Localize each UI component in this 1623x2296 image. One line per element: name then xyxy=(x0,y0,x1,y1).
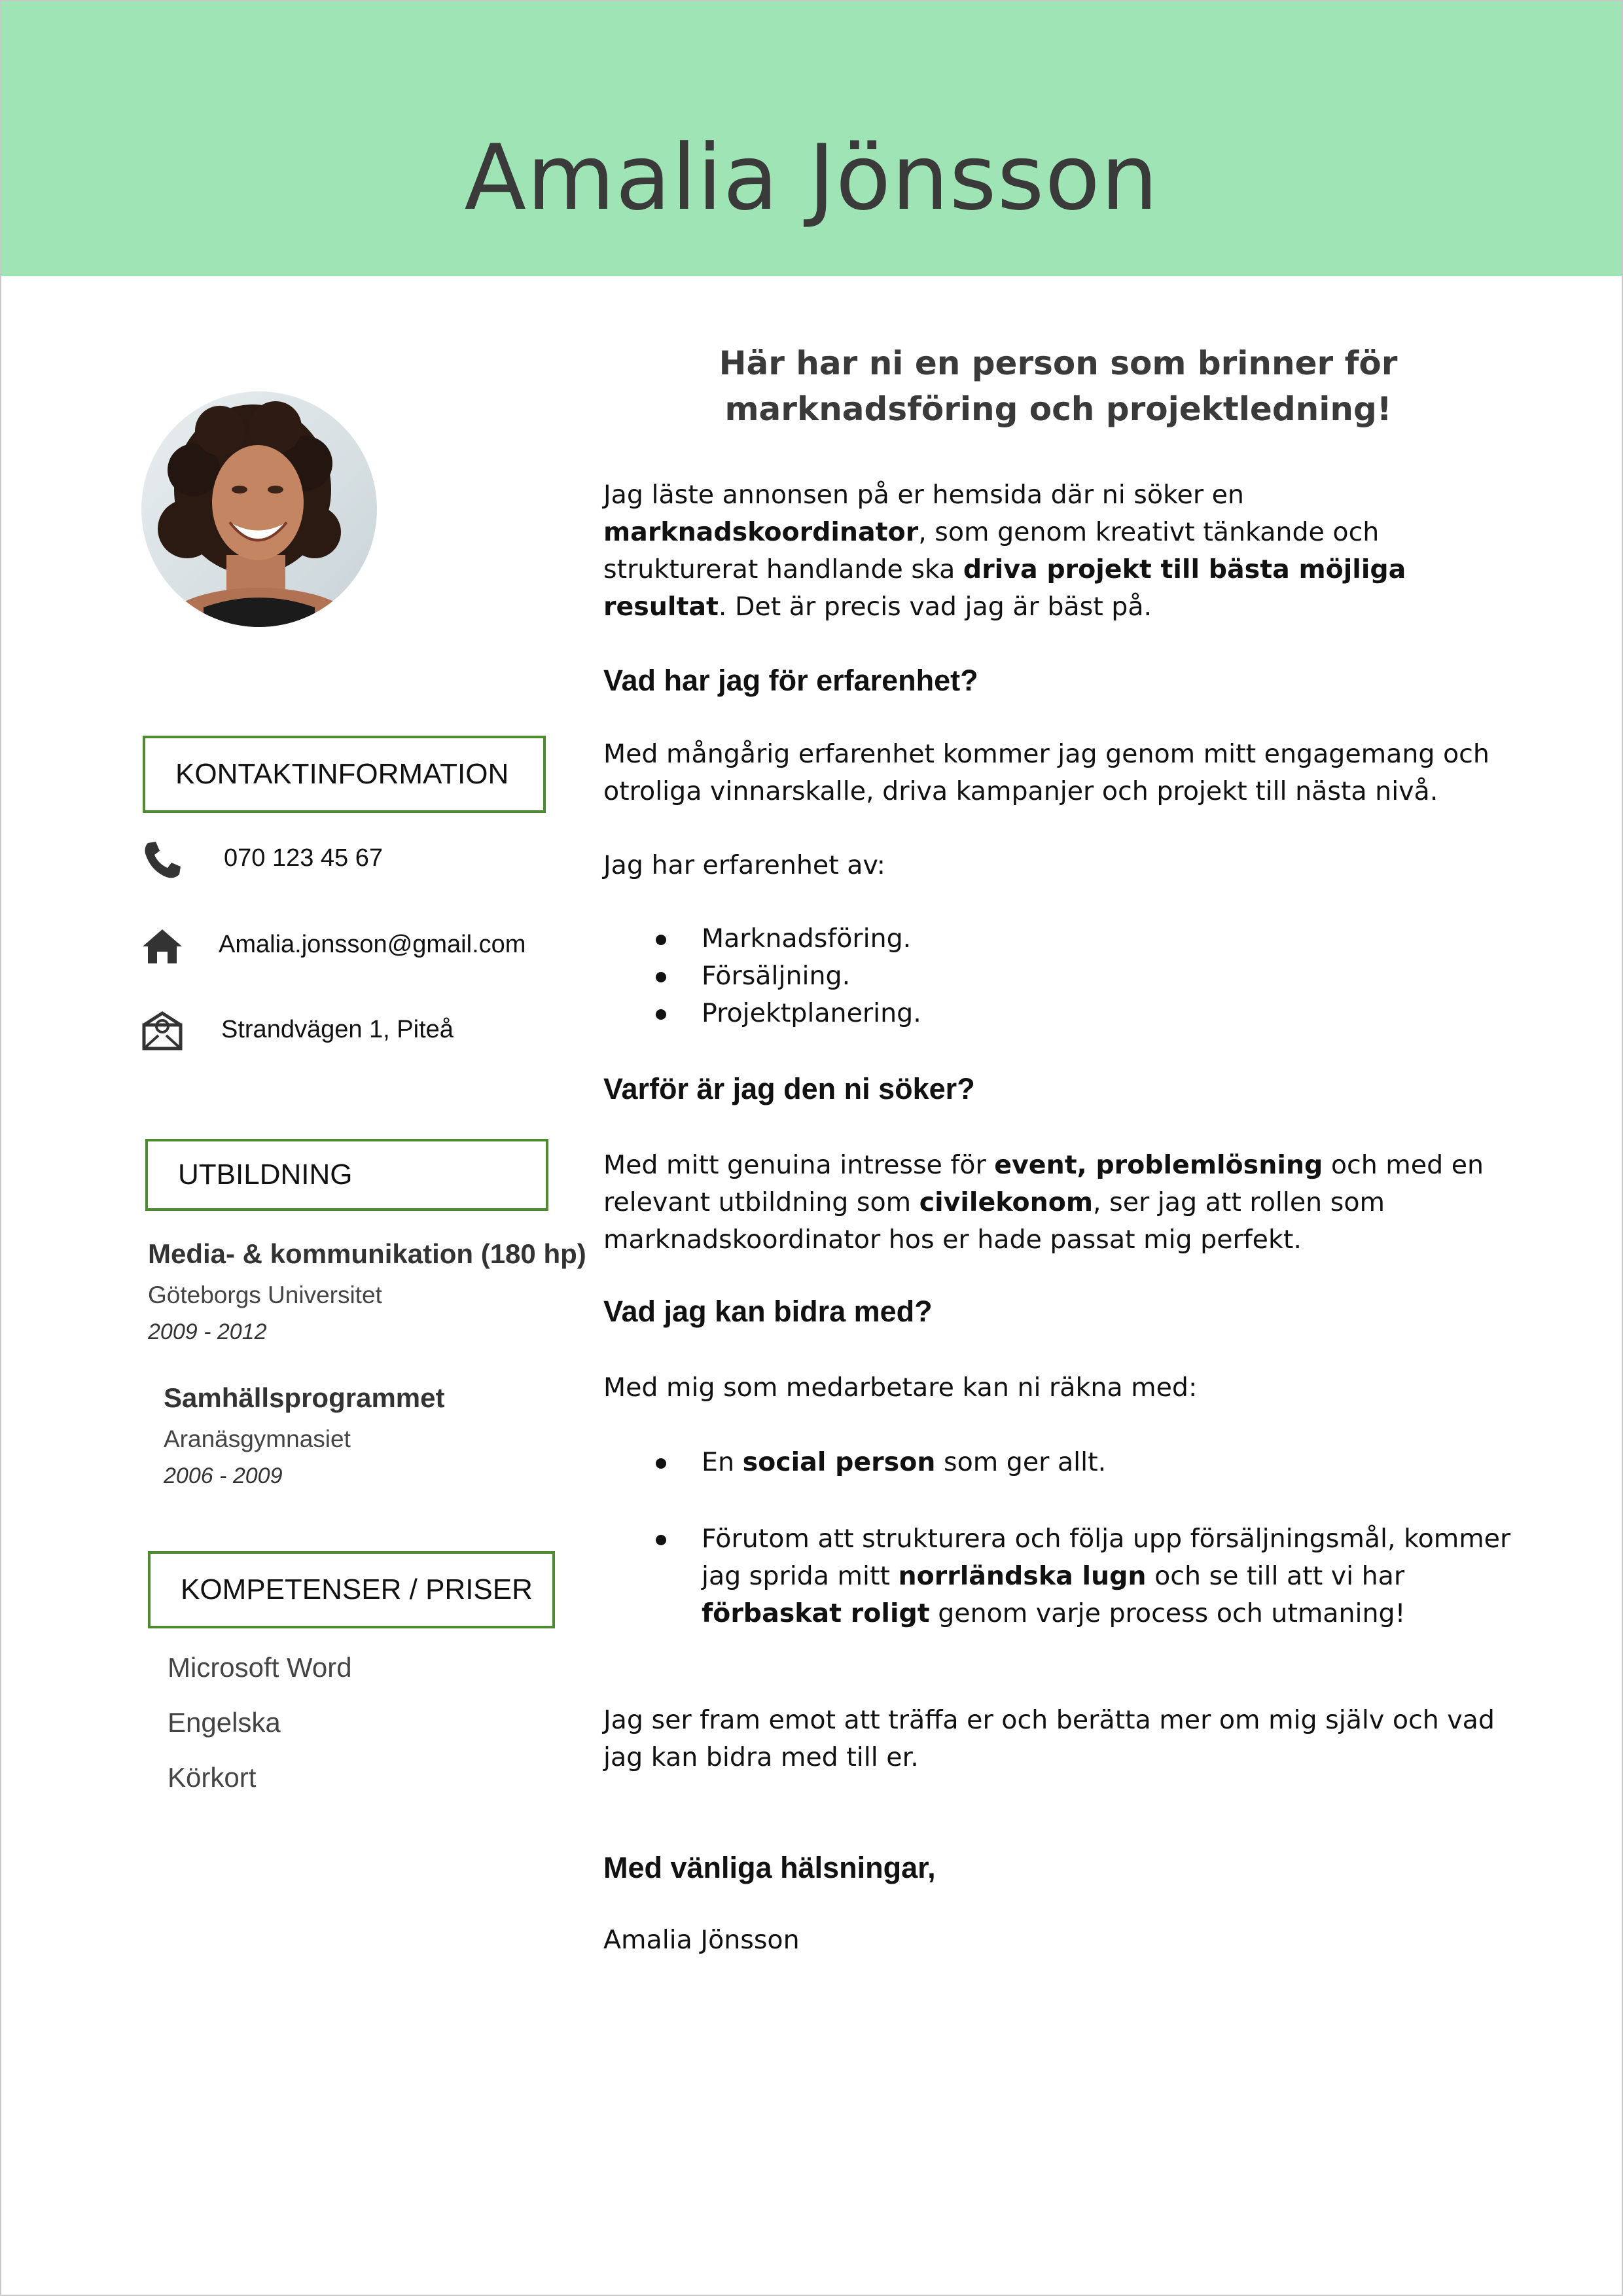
experience-lead: Jag har erfarenhet av: xyxy=(603,850,885,880)
education-years: 2006 - 2009 xyxy=(164,1463,283,1488)
education-title: Media- & kommunikation (180 hp) xyxy=(148,1238,586,1269)
education-heading-box xyxy=(145,1139,548,1211)
home-icon xyxy=(141,925,183,967)
profile-photo-illustration xyxy=(141,391,377,627)
list-item: En social person som ger allt. xyxy=(702,1444,1533,1481)
list-item: Projektplanering. xyxy=(702,995,1533,1032)
mail-envelope-icon xyxy=(141,1011,183,1052)
education-title: Samhällsprogrammet xyxy=(164,1382,445,1413)
skills-heading: KOMPETENSER / PRISER xyxy=(181,1573,533,1605)
education-heading: UTBILDNING xyxy=(178,1158,353,1191)
contact-phone: 070 123 45 67 xyxy=(224,844,383,872)
why-paragraph: Med mitt genuina intresse för event, problemlösning och med en relevant utbildning som civilekonom, ser jag att rollen som marknadskoordinator hos er hade passat mig perfekt. xyxy=(603,1150,1484,1255)
headline-line: Här har ni en person som brinner för xyxy=(719,344,1398,382)
contact-address: Strandvägen 1, Piteå xyxy=(221,1016,454,1043)
contribute-list xyxy=(702,1444,1533,1632)
question-heading: Varför är jag den ni söker? xyxy=(603,1072,975,1105)
list-item: Försäljning. xyxy=(702,958,1533,995)
contact-email: Amalia.jonsson@gmail.com xyxy=(219,931,526,958)
list-item: Marknadsföring. xyxy=(702,920,1533,958)
education-school: Aranäsgymnasiet xyxy=(164,1426,351,1452)
signature: Amalia Jönsson xyxy=(603,1925,800,1955)
contribute-lead: Med mig som medarbetare kan ni räkna med: xyxy=(603,1372,1198,1403)
header-banner xyxy=(1,1,1622,276)
contact-heading: KONTAKTINFORMATION xyxy=(175,758,509,790)
experience-list xyxy=(702,920,1533,1032)
question-heading: Vad har jag för erfarenhet? xyxy=(603,664,978,697)
experience-paragraph: Med mångårig erfarenhet kommer jag genom mitt engagemang och otroliga vinnarskalle, driva kampanjer och projekt till nästa nivå. xyxy=(603,739,1489,806)
education-school: Göteborgs Universitet xyxy=(148,1282,382,1308)
intro-paragraph: Jag läste annonsen på er hemsida där ni söker en marknadskoordinator, som genom kreativt tänkande och strukturerat handlande ska driva projekt till bästa möjliga resultat. Det är precis vad jag är bäst på. xyxy=(603,480,1406,622)
skills-heading-box xyxy=(148,1551,555,1628)
skill-item: Körkort xyxy=(168,1762,257,1793)
phone-icon xyxy=(141,839,183,881)
skill-item: Engelska xyxy=(168,1707,281,1738)
letter-headline xyxy=(603,340,1513,432)
closing-paragraph: Jag ser fram emot att träffa er och berätta mer om mig själv och vad jag kan bidra med till er. xyxy=(603,1705,1495,1772)
list-item: Förutom att strukturera och följa upp försäljningsmål, kommer jag sprida mitt norrländska lugn och se till att vi har förbaskat roligt genom varje process och utmaning! xyxy=(702,1520,1533,1632)
regards: Med vänliga hälsningar, xyxy=(603,1851,936,1884)
contact-heading-box xyxy=(143,736,546,813)
question-heading: Vad jag kan bidra med? xyxy=(603,1295,933,1328)
profile-photo xyxy=(141,391,377,627)
applicant-name: Amalia Jönsson xyxy=(464,125,1159,230)
headline-line: marknadsföring och projektledning! xyxy=(724,390,1392,428)
education-years: 2009 - 2012 xyxy=(148,1319,267,1344)
skill-item: Microsoft Word xyxy=(168,1652,352,1683)
